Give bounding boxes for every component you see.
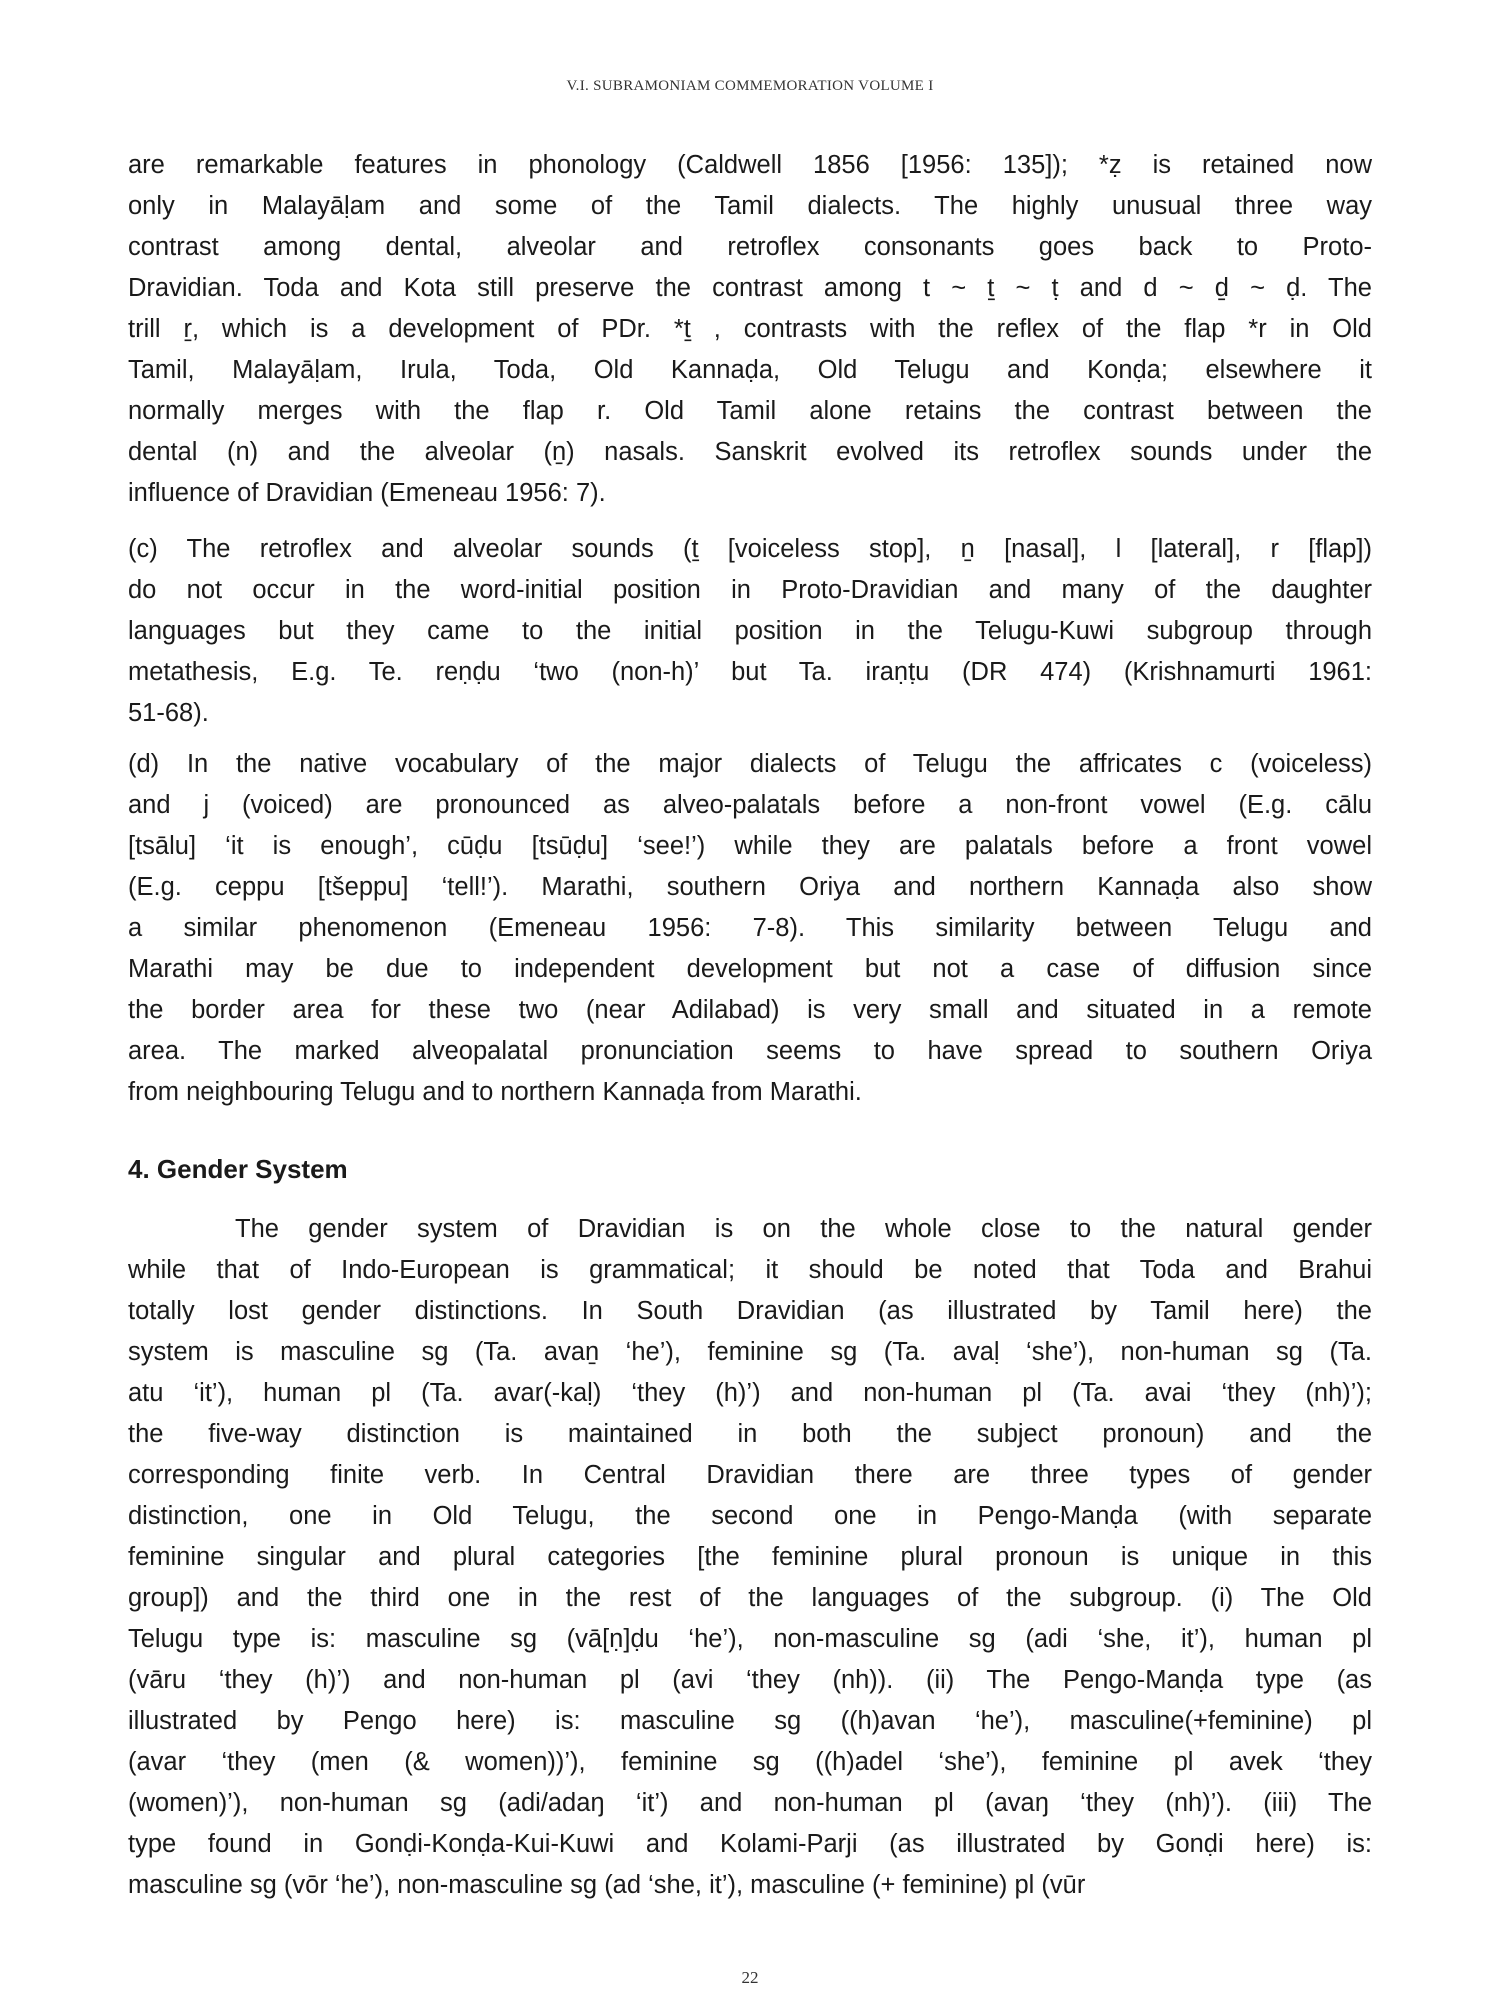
text-line: group]) and the third one in the rest of the languages of the subgroup. (i) The Old bbox=[128, 1584, 1372, 1612]
text-line: (d) In the native vocabulary of the major dialects of Telugu the affricates c (voiceless) bbox=[128, 750, 1372, 778]
running-header: V.I. SUBRAMONIAM COMMEMORATION VOLUME I bbox=[566, 78, 934, 94]
text-line: 51-68). bbox=[128, 699, 209, 727]
text-line: a similar phenomenon (Emeneau 1956: 7-8). This similarity between Telugu and bbox=[128, 914, 1372, 942]
text-line: (c) The retroflex and alveolar sounds (ṯ [voiceless stop], ṉ [nasal], l [lateral], r [flap]) bbox=[128, 535, 1372, 563]
text-line: atu ‘it’), human pl (Ta. avar(-kaḷ) ‘they (h)’) and non-human pl (Ta. avai ‘they (nh)’); bbox=[128, 1379, 1372, 1407]
paragraph-gender-system bbox=[128, 1209, 1372, 1906]
text-line: do not occur in the word-initial position in Proto-Dravidian and many of the daughter bbox=[128, 576, 1372, 604]
text-line: masculine sg (vōr ‘he’), non-masculine sg (ad ‘she, it’), masculine (+ feminine) pl (vūr bbox=[128, 1871, 1086, 1899]
page-number: 22 bbox=[741, 1968, 759, 1987]
text-line: (E.g. ceppu [tšeppu] ‘tell!’). Marathi, southern Oriya and northern Kannaḍa also show bbox=[128, 873, 1372, 901]
text-line: totally lost gender distinctions. In South Dravidian (as illustrated by Tamil here) the bbox=[128, 1297, 1372, 1325]
text-line: languages but they came to the initial position in the Telugu-Kuwi subgroup through bbox=[128, 617, 1372, 645]
text-line: system is masculine sg (Ta. avaṉ ‘he’), feminine sg (Ta. avaḷ ‘she’), non-human sg (Ta. bbox=[128, 1338, 1372, 1366]
text-line: feminine singular and plural categories [the feminine plural pronoun is unique in this bbox=[128, 1543, 1372, 1571]
text-line: influence of Dravidian (Emeneau 1956: 7). bbox=[128, 479, 606, 507]
text-line: The gender system of Dravidian is on the whole close to the natural gender bbox=[235, 1215, 1372, 1243]
text-line: Dravidian. Toda and Kota still preserve the contrast among t ~ ṯ ~ ṭ and d ~ ḏ ~ ḍ. The bbox=[128, 274, 1372, 302]
text-line: contrast among dental, alveolar and retroflex consonants goes back to Proto- bbox=[128, 233, 1372, 261]
text-line: [tsālu] ‘it is enough’, cūḍu [tsūḍu] ‘see!’) while they are palatals before a front vowel bbox=[128, 832, 1372, 860]
text-line: while that of Indo-European is grammatical; it should be noted that Toda and Brahui bbox=[128, 1256, 1372, 1284]
text-line: distinction, one in Old Telugu, the second one in Pengo-Manḍa (with separate bbox=[128, 1502, 1372, 1530]
paragraph-d-affricates bbox=[128, 744, 1372, 1113]
text-line: from neighbouring Telugu and to northern Kannaḍa from Marathi. bbox=[128, 1078, 862, 1106]
text-line: normally merges with the flap r. Old Tamil alone retains the contrast between the bbox=[128, 397, 1372, 425]
text-line: metathesis, E.g. Te. reṇḍu ‘two (non-h)’ but Ta. iraṇṭu (DR 474) (Krishnamurti 1961: bbox=[128, 658, 1372, 686]
text-line: (women)’), non-human sg (adi/adaŋ ‘it’) and non-human pl (avaŋ ‘they (nh)’). (iii) The bbox=[128, 1789, 1372, 1817]
text-line: (vāru ‘they (h)’) and non-human pl (avi ‘they (nh)). (ii) The Pengo-Manḍa type (as bbox=[128, 1666, 1372, 1694]
text-line: Telugu type is: masculine sg (vā[ṇ]ḍu ‘he’), non-masculine sg (adi ‘she, it’), human pl bbox=[128, 1625, 1372, 1653]
paragraph-c-retroflex bbox=[128, 529, 1372, 734]
text-line: the border area for these two (near Adilabad) is very small and situated in a remote bbox=[128, 996, 1372, 1024]
text-line: and j (voiced) are pronounced as alveo-palatals before a non-front vowel (E.g. cālu bbox=[128, 791, 1372, 819]
text-line: (avar ‘they (men (& women))’), feminine sg ((h)adel ‘she’), feminine pl avek ‘they bbox=[128, 1748, 1372, 1776]
text-line: are remarkable features in phonology (Caldwell 1856 [1956: 135]); *ẓ is retained now bbox=[128, 151, 1372, 179]
paragraph-phonology bbox=[128, 145, 1372, 514]
text-line: Tamil, Malayāḷam, Irula, Toda, Old Kannaḍa, Old Telugu and Konḍa; elsewhere it bbox=[128, 356, 1372, 384]
text-line: only in Malayāḷam and some of the Tamil dialects. The highly unusual three way bbox=[128, 192, 1372, 220]
text-line: the five-way distinction is maintained in both the subject pronoun) and the bbox=[128, 1420, 1372, 1448]
text-line: dental (n) and the alveolar (ṉ) nasals. Sanskrit evolved its retroflex sounds under the bbox=[128, 438, 1372, 466]
text-line: trill ṟ, which is a development of PDr. *ṯ , contrasts with the reflex of the flap *r in Old bbox=[128, 315, 1372, 343]
text-line: illustrated by Pengo here) is: masculine sg ((h)avan ‘he’), masculine(+feminine) pl bbox=[128, 1707, 1372, 1735]
section-heading: 4. Gender System bbox=[128, 1154, 348, 1184]
text-line: area. The marked alveopalatal pronunciation seems to have spread to southern Oriya bbox=[128, 1037, 1372, 1065]
text-line: corresponding finite verb. In Central Dravidian there are three types of gender bbox=[128, 1461, 1372, 1489]
text-line: Marathi may be due to independent development but not a case of diffusion since bbox=[128, 955, 1372, 983]
text-line: type found in Gonḍi-Konḍa-Kui-Kuwi and Kolami-Parji (as illustrated by Gonḍi here) is: bbox=[128, 1830, 1372, 1858]
